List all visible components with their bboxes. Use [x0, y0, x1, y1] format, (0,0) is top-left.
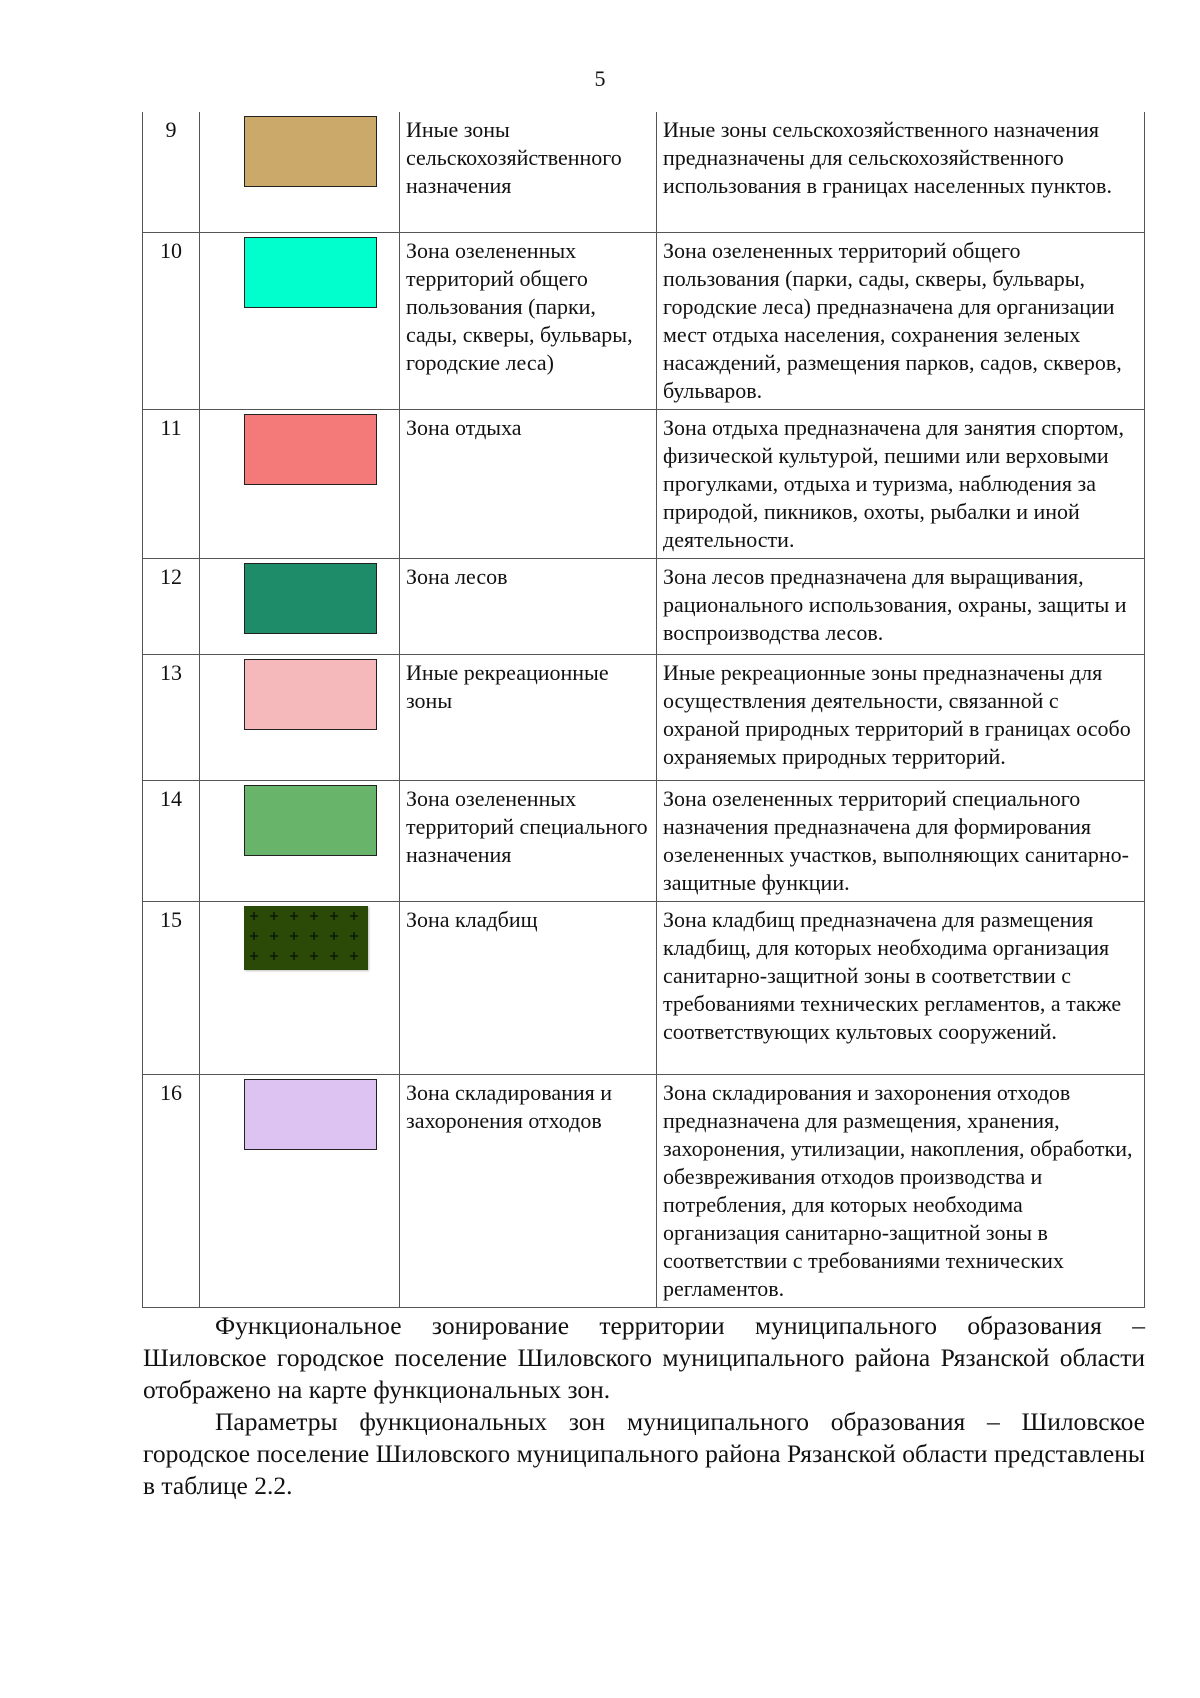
table-row — [143, 409, 1145, 558]
zone-number: 11 — [143, 409, 200, 558]
zone-name: Иные зоны сельскохозяйственного назначения — [400, 112, 657, 232]
zone-number: 13 — [143, 654, 200, 780]
zone-color-swatch — [244, 563, 377, 634]
zone-description: Иные рекреационные зоны предназначены для осуществления деятельности, связанной с охраной природных территорий в границах особо охраняемых природных территорий. — [657, 654, 1145, 780]
zone-description: Зона складирования и захоронения отходов предназначена для размещения, хранения, захоронения, утилизации, накопления, обработки, обезвреживания отходов производства и потребления, для которых необходима организация санитарно-защитной зоны в соответствии с требованиями технических регламентов. — [657, 1074, 1145, 1307]
zone-name: Зона кладбищ — [400, 901, 657, 1074]
zone-color-swatch — [244, 116, 377, 187]
zone-color-swatch — [244, 414, 377, 485]
zone-number: 14 — [143, 780, 200, 901]
zone-name: Зона озелененных территорий специального назначения — [400, 780, 657, 901]
zone-name: Зона складирования и захоронения отходов — [400, 1074, 657, 1307]
zone-number: 15 — [143, 901, 200, 1074]
table-row — [143, 780, 1145, 901]
parameters-paragraph: Параметры функциональных зон муниципального образования – Шиловское городское поселение Шиловского муниципального района Рязанской области представлены в таблице 2.2. — [143, 1407, 1145, 1500]
zone-number: 9 — [143, 112, 200, 232]
zoning-paragraph: Функциональное зонирование территории муниципального образования – Шиловское городское поселение Шиловского муниципального района Рязанской области отображено на карте функциональных зон. — [143, 1311, 1145, 1404]
zone-color-swatch — [244, 659, 377, 730]
zone-description: Зона лесов предназначена для выращивания, рационального использования, охраны, защиты и воспроизводства лесов. — [657, 558, 1145, 654]
zone-number: 12 — [143, 558, 200, 654]
table-row — [143, 232, 1145, 409]
page-number: 5 — [594, 66, 606, 91]
cemetery-pattern-swatch — [244, 906, 368, 970]
zone-number: 10 — [143, 232, 200, 409]
table-row — [143, 901, 1145, 1074]
zone-description: Зона кладбищ предназначена для размещения кладбищ, для которых необходима организация санитарно-защитной зоны в соответствии с требованиями технических регламентов, а также соответствующих культовых сооружений. — [657, 901, 1145, 1074]
zone-name: Зона отдыха — [400, 409, 657, 558]
zone-color-swatch — [244, 1079, 377, 1150]
zone-name: Зона озелененных территорий общего пользования (парки, сады, скверы, бульвары, городские леса) — [400, 232, 657, 409]
table-row — [143, 654, 1145, 780]
zone-number: 16 — [143, 1074, 200, 1307]
zone-description: Иные зоны сельскохозяйственного назначения предназначены для сельскохозяйственного использования в границах населенных пунктов. — [657, 112, 1145, 232]
zone-description: Зона озелененных территорий специального назначения предназначена для формирования озелененных участков, выполняющих санитарно-защитные функции. — [657, 780, 1145, 901]
zones-legend-table — [142, 112, 1145, 1308]
zone-name: Зона лесов — [400, 558, 657, 654]
zone-color-swatch — [244, 785, 377, 856]
table-row — [143, 112, 1145, 232]
table-row — [143, 1074, 1145, 1307]
zone-description: Зона отдыха предназначена для занятия спортом, физической культурой, пешими или верховыми прогулками, отдыха и туризма, наблюдения за природой, пикников, охоты, рыбалки и иной деятельности. — [657, 409, 1145, 558]
zone-description: Зона озелененных территорий общего пользования (парки, сады, скверы, бульвары, городские леса) предназначена для организации мест отдыха населения, сохранения зеленых насаждений, размещения парков, садов, скверов, бульваров. — [657, 232, 1145, 409]
table-row — [143, 558, 1145, 654]
zone-color-swatch — [244, 237, 377, 308]
zone-name: Иные рекреационные зоны — [400, 654, 657, 780]
